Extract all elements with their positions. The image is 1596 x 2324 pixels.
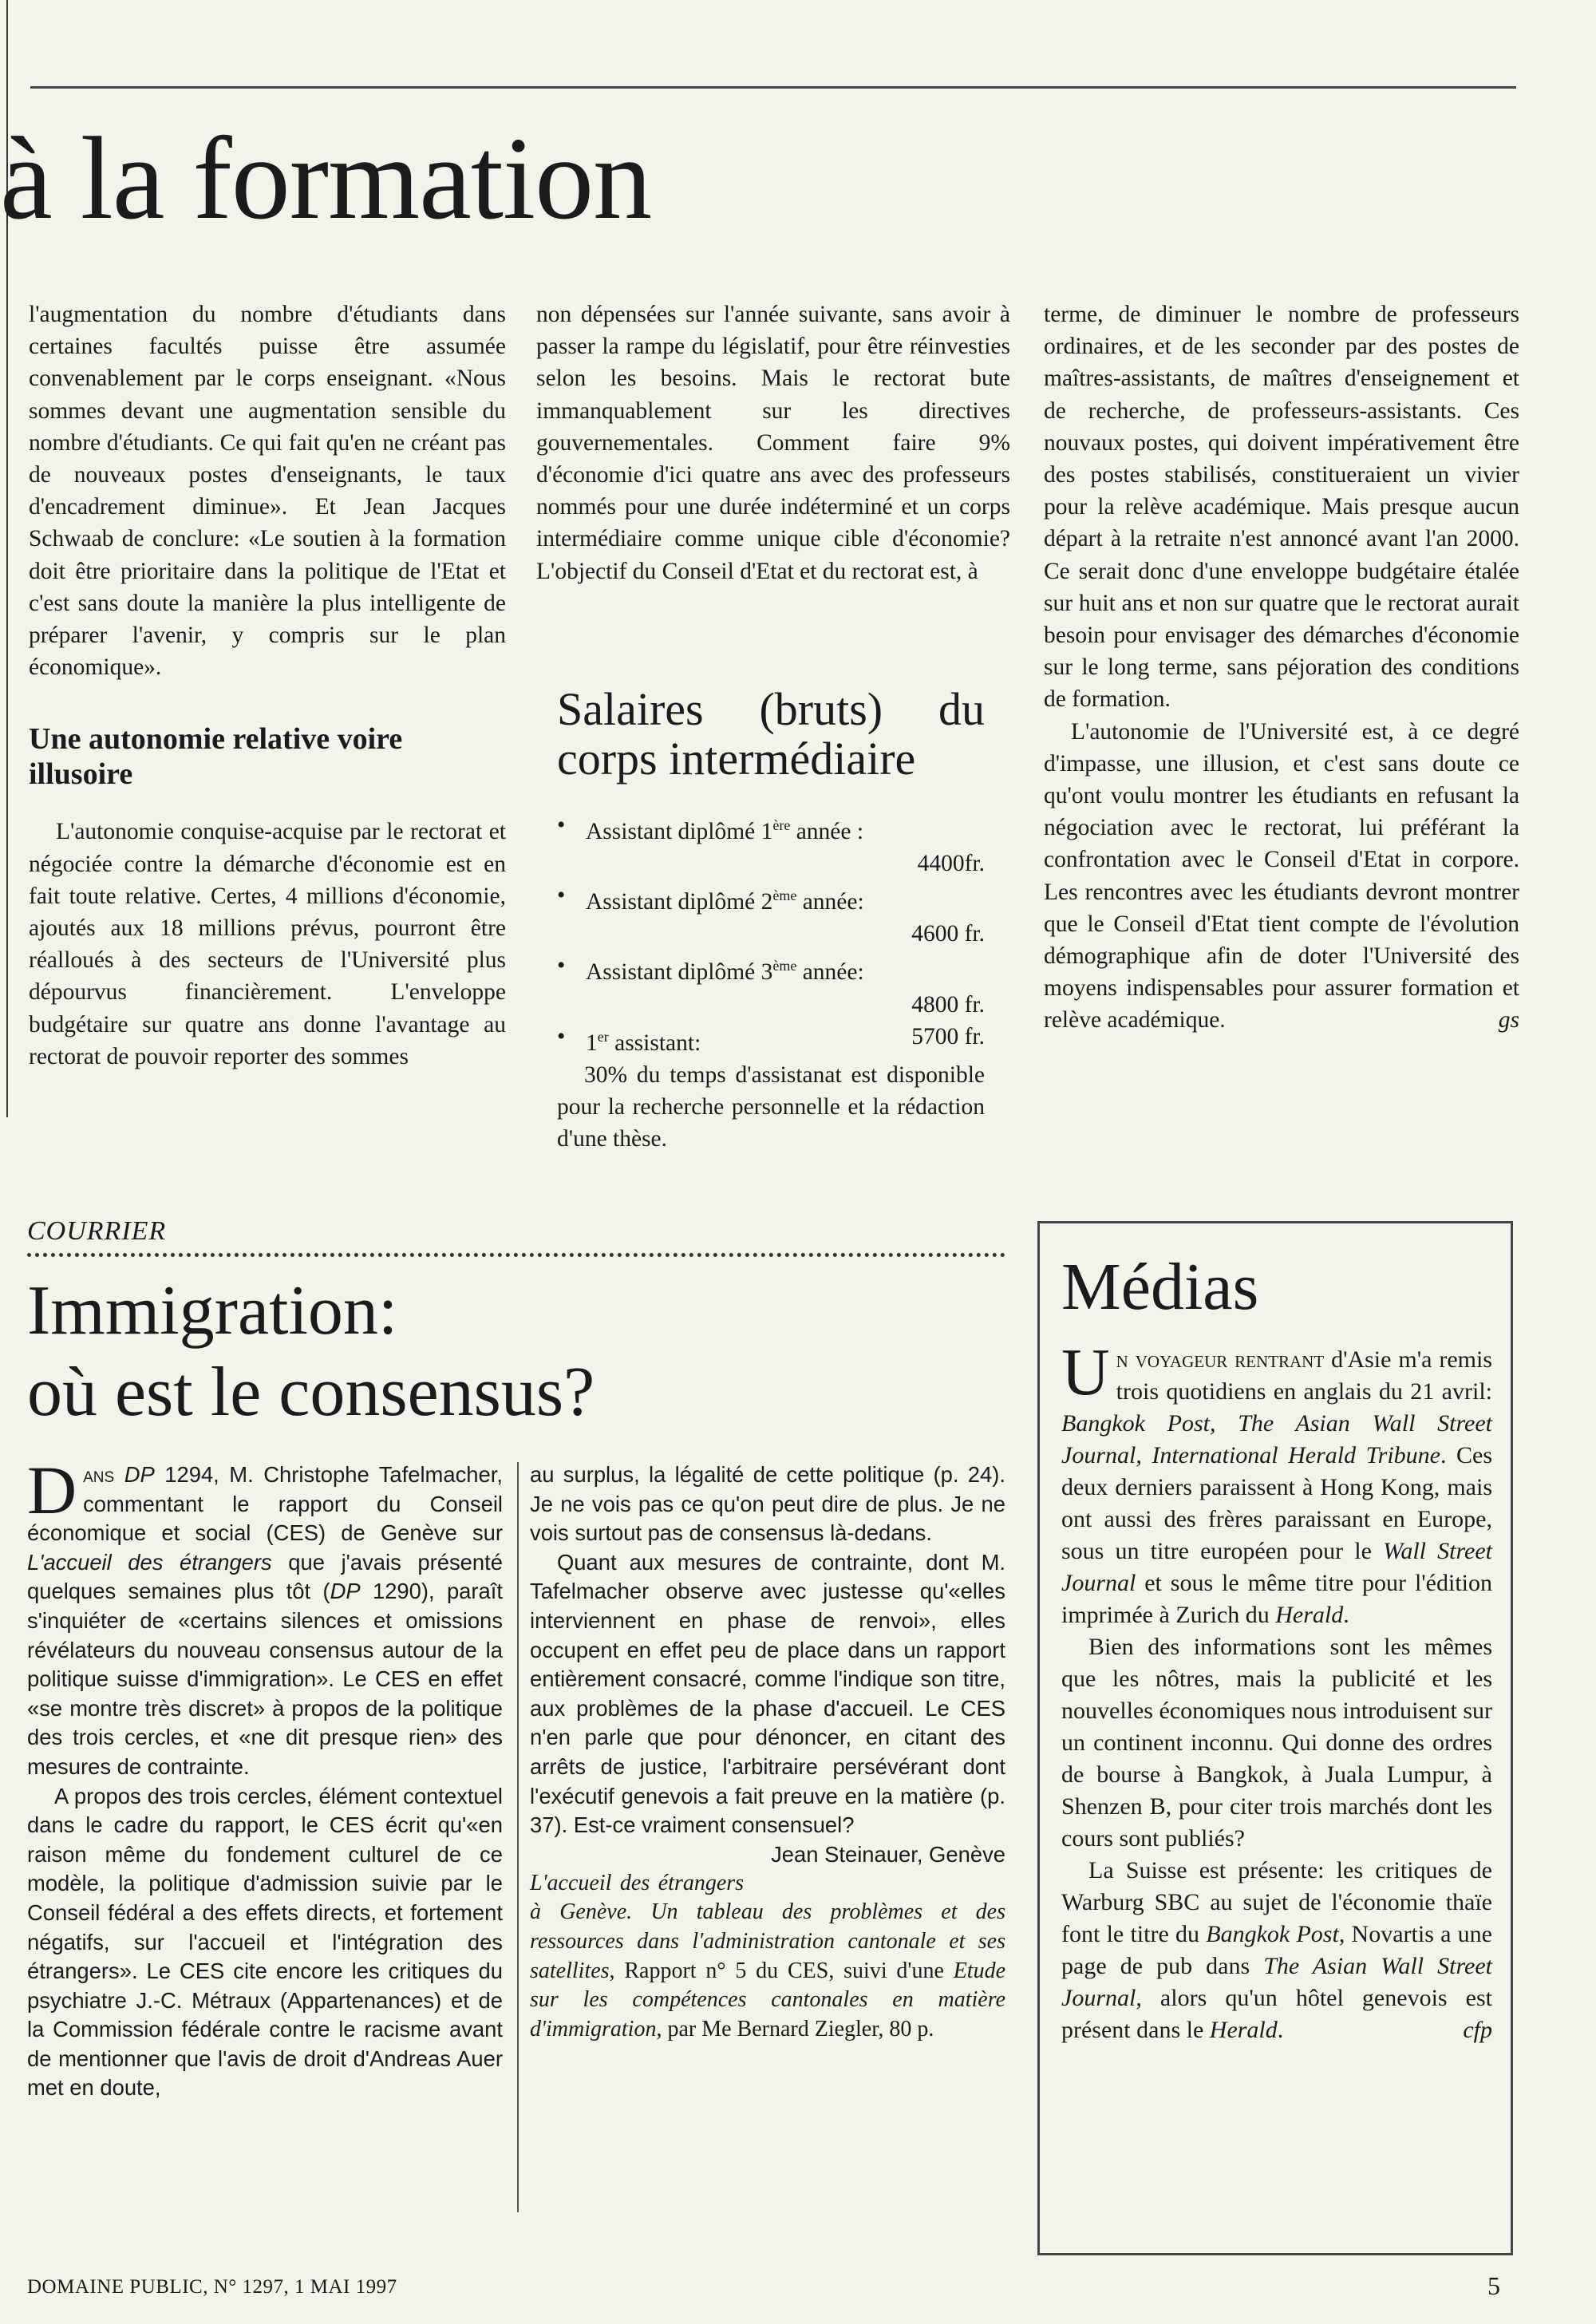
publication-footer: DOMAINE PUBLIC, N° 1297, 1 MAI 1997 <box>27 2276 397 2298</box>
article-paragraph: non dépensées sur l'année suivante, sans avoir à passer la rampe du législatif, pour être réinvesties selon les besoins. Mais le rectorat bute immanquablement sur les directives gouvernementales. Comment faire 9% d'économie d'ici quatre ans avec des professeurs nommés pour une durée indéterminé et un corps intermédiaire comme unique cible d'économie? L'objectif du Conseil d'Etat et du rectorat est, à <box>536 302 1010 584</box>
italic-title: Bangkok Post, The Asian Wall Street Journal, International Herald Tribune <box>1061 1410 1492 1468</box>
medias-text-run: , Novartis a une page de pub dans <box>1061 1921 1492 1979</box>
letter-text: que j'avais présenté quelques semaines plus tôt ( <box>27 1549 503 1604</box>
article-paragraph: l'augmentation du nombre d'étudiants dans certaines facultés puisse être assumée convenablement par le corps enseignant. «Nous sommes devant une augmentation sensible du nombre d'étudiants. Ce qui fait qu'en ne créant pas de nouveaux postes d'enseignants, le taux d'encadrement diminue». Et Jean Jacques Schwaab de conclure: «Le soutien à la formation doit être prioritaire dans la politique de l'Etat et c'est sans doute la manière la plus intelligente de préparer l'avenir, y compris sur le plan économique». <box>29 302 506 681</box>
drop-cap: D <box>27 1452 77 1528</box>
article-paragraph: terme, de diminuer le nombre de professeurs ordinaires, et de les seconder par des postes de maîtres-assistants, de maîtres d'enseignement et de recherche, de professeurs-assistants. Ces nouvaux postes, qui doivent impérativement être des postes stabilisés, constitueraient un vivier pour la relève académique. Mais presque aucun départ à la retraite n'est annoncé avant l'an 2000. Ce serait donc d'une enveloppe budgétaire étalée sur huit ans et non sur quatre que le rectorat aurait besoin pour envisager des démarches d'économie sur le long terme, sans péjoration des conditions de formation. <box>1044 302 1519 713</box>
letter-title <box>27 1271 595 1433</box>
article-column-1 <box>29 298 506 1073</box>
article-paragraph <box>1044 716 1519 1037</box>
letter-paragraph: A propos des trois cercles, élément contextuel dans le cadre du rapport, le CES écrit qu'«en raison même du fondement culturel de ce modèle, la politique d'admission suivie par le Conseil fédéral a des effets directs, et fortement négatifs, sur l'accueil et l'intégration des étrangers». Le CES cite encore les critiques du psychiatre J.-C. Métraux (Appartenances) et de la Commission fédérale contre le racisme avant de mentionner que l'avis de droit d'Andreas Auer met en doute, <box>27 1783 503 2101</box>
salary-label-rest: année: <box>796 889 864 915</box>
medias-text-run: et sous le même titre pour l'édition imprimée à Zurich du <box>1061 1570 1492 1628</box>
letter-title-line: où est le consensus? <box>27 1354 595 1431</box>
salary-note: 30% du temps d'assistanat est disponible pour la recherche personnelle et la rédaction d'une thèse. <box>557 1061 985 1152</box>
salary-item <box>557 879 985 950</box>
reference-text: , par Me Bernard Ziegler, 80 p. <box>656 2016 934 2041</box>
letter-text: Quant aux mesures de contrainte, dont M. Tafelmacher observe avec justesse qu'«elles interviennent en phase de renvoi», elles occupent en effet peu de place dans un rapport entièrement consacré, comme l'indique son titre, aux problèmes de la phase d'accueil. Le CES n'en parle que pour dénoncer, en citant des arrêts de justice, l'arbitraire persévérant dont l'exécutif genevois a fait preuve en la matière (p. 37). Est-ce vraiment consensuel? <box>530 1549 1005 1838</box>
medias-title: Médias <box>1061 1250 1259 1324</box>
letter-text: 1290), paraît s'inquiéter de «certains silences et omissions révélateurs du nouveau consensus autour de la politique suisse d'immigration». Le CES en effet «se montre très discret» à propos de la politique des trois cercles, et «ne dit presque rien» des mesures de contrainte. <box>27 1579 503 1779</box>
salary-label-rest: année: <box>796 959 864 986</box>
salary-amount: 5700 fr. <box>911 1023 985 1049</box>
italic-title: L'accueil des étrangers à Genève. Un tableau des problèmes et des ressources dans l'administration cantonale et ses satellites <box>530 1870 1005 1983</box>
salary-list <box>557 809 985 1059</box>
bullet-icon: • <box>557 883 566 909</box>
salary-label: Assistant diplômé 3 <box>586 959 773 986</box>
letter-column-2 <box>530 1460 1005 2044</box>
italic-title: Bangkok Post <box>1206 1921 1339 1947</box>
article-paragraph-text: L'autonomie de l'Université est, à ce degré d'impasse, une illusion, et c'est sans doute ce qu'ont voulu montrer les étudiants en refusant la négociation avec le rectorat, lui préférant la confrontation avec le Conseil d'Etat in corpore. Les rencontres avec les étudiants devront montrer que le Conseil d'Etat tient compte de l'évolution démographique afin de doter l'Université des moyens indispensables pour assurer formation et relève académique. <box>1044 718 1519 1034</box>
italic-title: L'accueil des étrangers <box>27 1549 272 1575</box>
article-column-2 <box>536 298 1010 587</box>
medias-paragraph <box>1061 1855 1492 2046</box>
salary-label: 1 <box>586 1030 598 1056</box>
medias-signature: cfp <box>1463 2017 1492 2043</box>
letter-text: 1294, M. Christophe Tafelmacher, commentant le rapport du Conseil économique et social (CES) de Genève sur <box>27 1462 503 1546</box>
italic-title: Etude sur les compétences cantonales en matière d'immigration <box>530 1958 1005 2041</box>
letter-paragraph <box>530 1548 1005 1867</box>
medias-paragraph: Bien des informations sont les mêmes que les nôtres, mais la publicité et les nouvelles économiques nous introduisent sur un continent inconnu. Qui donne des ordres de bourse à Bangkok, à Juala Lumpur, à Shenzen B, pour citer trois marchés dont les cours sont publiés? <box>1061 1634 1492 1852</box>
drop-cap: U <box>1061 1335 1110 1409</box>
salary-box-title: Salaires (bruts) du corps intermédiaire <box>557 683 985 785</box>
article-subhead: Une autonomie relative voire illusoire <box>29 722 403 792</box>
letter-paragraph: au surplus, la légalité de cette politique (p. 24). Je ne vois pas ce qu'on peut dire de plus. Je ne vois surtout pas de consensus là-dedans. <box>530 1462 1005 1546</box>
italic-ref: DP <box>330 1579 361 1604</box>
top-rule <box>30 86 1516 89</box>
salary-item <box>557 950 985 1020</box>
medias-text-run: La Suisse est présente: les critiques de Warburg SBC au sujet de l'économie thaïe font le titre du <box>1061 1857 1492 1947</box>
reference-text: , Rapport n° 5 du CES, suivi d'une <box>609 1958 954 1983</box>
bullet-icon: • <box>557 812 566 838</box>
salary-ordinal: er <box>597 1028 609 1045</box>
medias-text <box>1061 1335 1493 2046</box>
italic-ref: DP <box>114 1462 155 1487</box>
letter-title-line: Immigration: <box>27 1272 398 1350</box>
medias-paragraph <box>1061 1335 1492 1631</box>
article-column-3 <box>1044 298 1519 1037</box>
letter-reference <box>530 1869 1005 2045</box>
italic-title: The Asian Wall Street Journal <box>1061 1953 1493 2011</box>
medias-text-run: d'Asie m'a remis trois quotidiens en anglais du 21 avril: <box>1116 1346 1492 1405</box>
italic-title: Wall Street Journal <box>1061 1538 1492 1596</box>
medias-text-run: . Ces deux derniers paraissent à Hong Kong, mais ont aussi des frères paraissant en Europe, sous un titre européen pour le <box>1061 1442 1492 1564</box>
salary-label-rest: assistant: <box>608 1030 701 1056</box>
medias-text-run: , alors qu'un hôtel genevois est présent dans le <box>1061 1985 1492 2043</box>
salary-amount: 4600 fr. <box>911 921 985 947</box>
salary-ordinal: ème <box>772 958 797 974</box>
salary-item <box>557 1021 985 1059</box>
salary-label-rest: année : <box>790 818 864 844</box>
salary-ordinal: ème <box>772 887 797 904</box>
article-paragraph: L'autonomie conquise-acquise par le rectorat et négociée contre la démarche d'économie est en fait toute relative. Certes, 4 millions d'économie, ajoutés aux 18 millions prévus, pourront être réalloués à des secteurs de l'Université plus dépourvus financièrement. L'enveloppe budgétaire sur quatre ans donne l'avantage au rectorat de pouvoir reporter des sommes <box>29 819 506 1069</box>
salary-amount: 4800 fr. <box>911 991 985 1018</box>
author-initials: gs <box>1498 1007 1519 1034</box>
medias-text-run: . <box>1343 1602 1349 1628</box>
salary-amount: 4400fr. <box>917 851 985 877</box>
lead-smallcaps: ans <box>83 1462 115 1487</box>
bullet-icon: • <box>557 953 566 979</box>
rubric-courrier: COURRIER <box>27 1216 167 1246</box>
letter-paragraph <box>27 1452 503 1782</box>
dotted-rule <box>27 1253 1005 1257</box>
italic-title: Herald <box>1209 2017 1278 2043</box>
article-headline: à la formation <box>0 113 652 244</box>
column-divider <box>517 1462 519 2212</box>
italic-title: Herald <box>1275 1602 1344 1628</box>
salary-item <box>557 809 985 879</box>
salary-label: Assistant diplômé 2 <box>586 889 773 915</box>
medias-text-run: . <box>1277 2017 1284 2043</box>
bullet-icon: • <box>557 1023 566 1049</box>
page-number: 5 <box>1487 2271 1500 2300</box>
letter-column-1 <box>27 1452 503 2103</box>
lead-smallcaps: n voyageur rentrant <box>1116 1346 1325 1373</box>
salary-label: Assistant diplômé 1 <box>586 818 773 844</box>
salary-box <box>557 685 985 1155</box>
letter-signature: Jean Steinauer, Genève <box>771 1841 1005 1867</box>
salary-ordinal: ère <box>772 817 791 833</box>
